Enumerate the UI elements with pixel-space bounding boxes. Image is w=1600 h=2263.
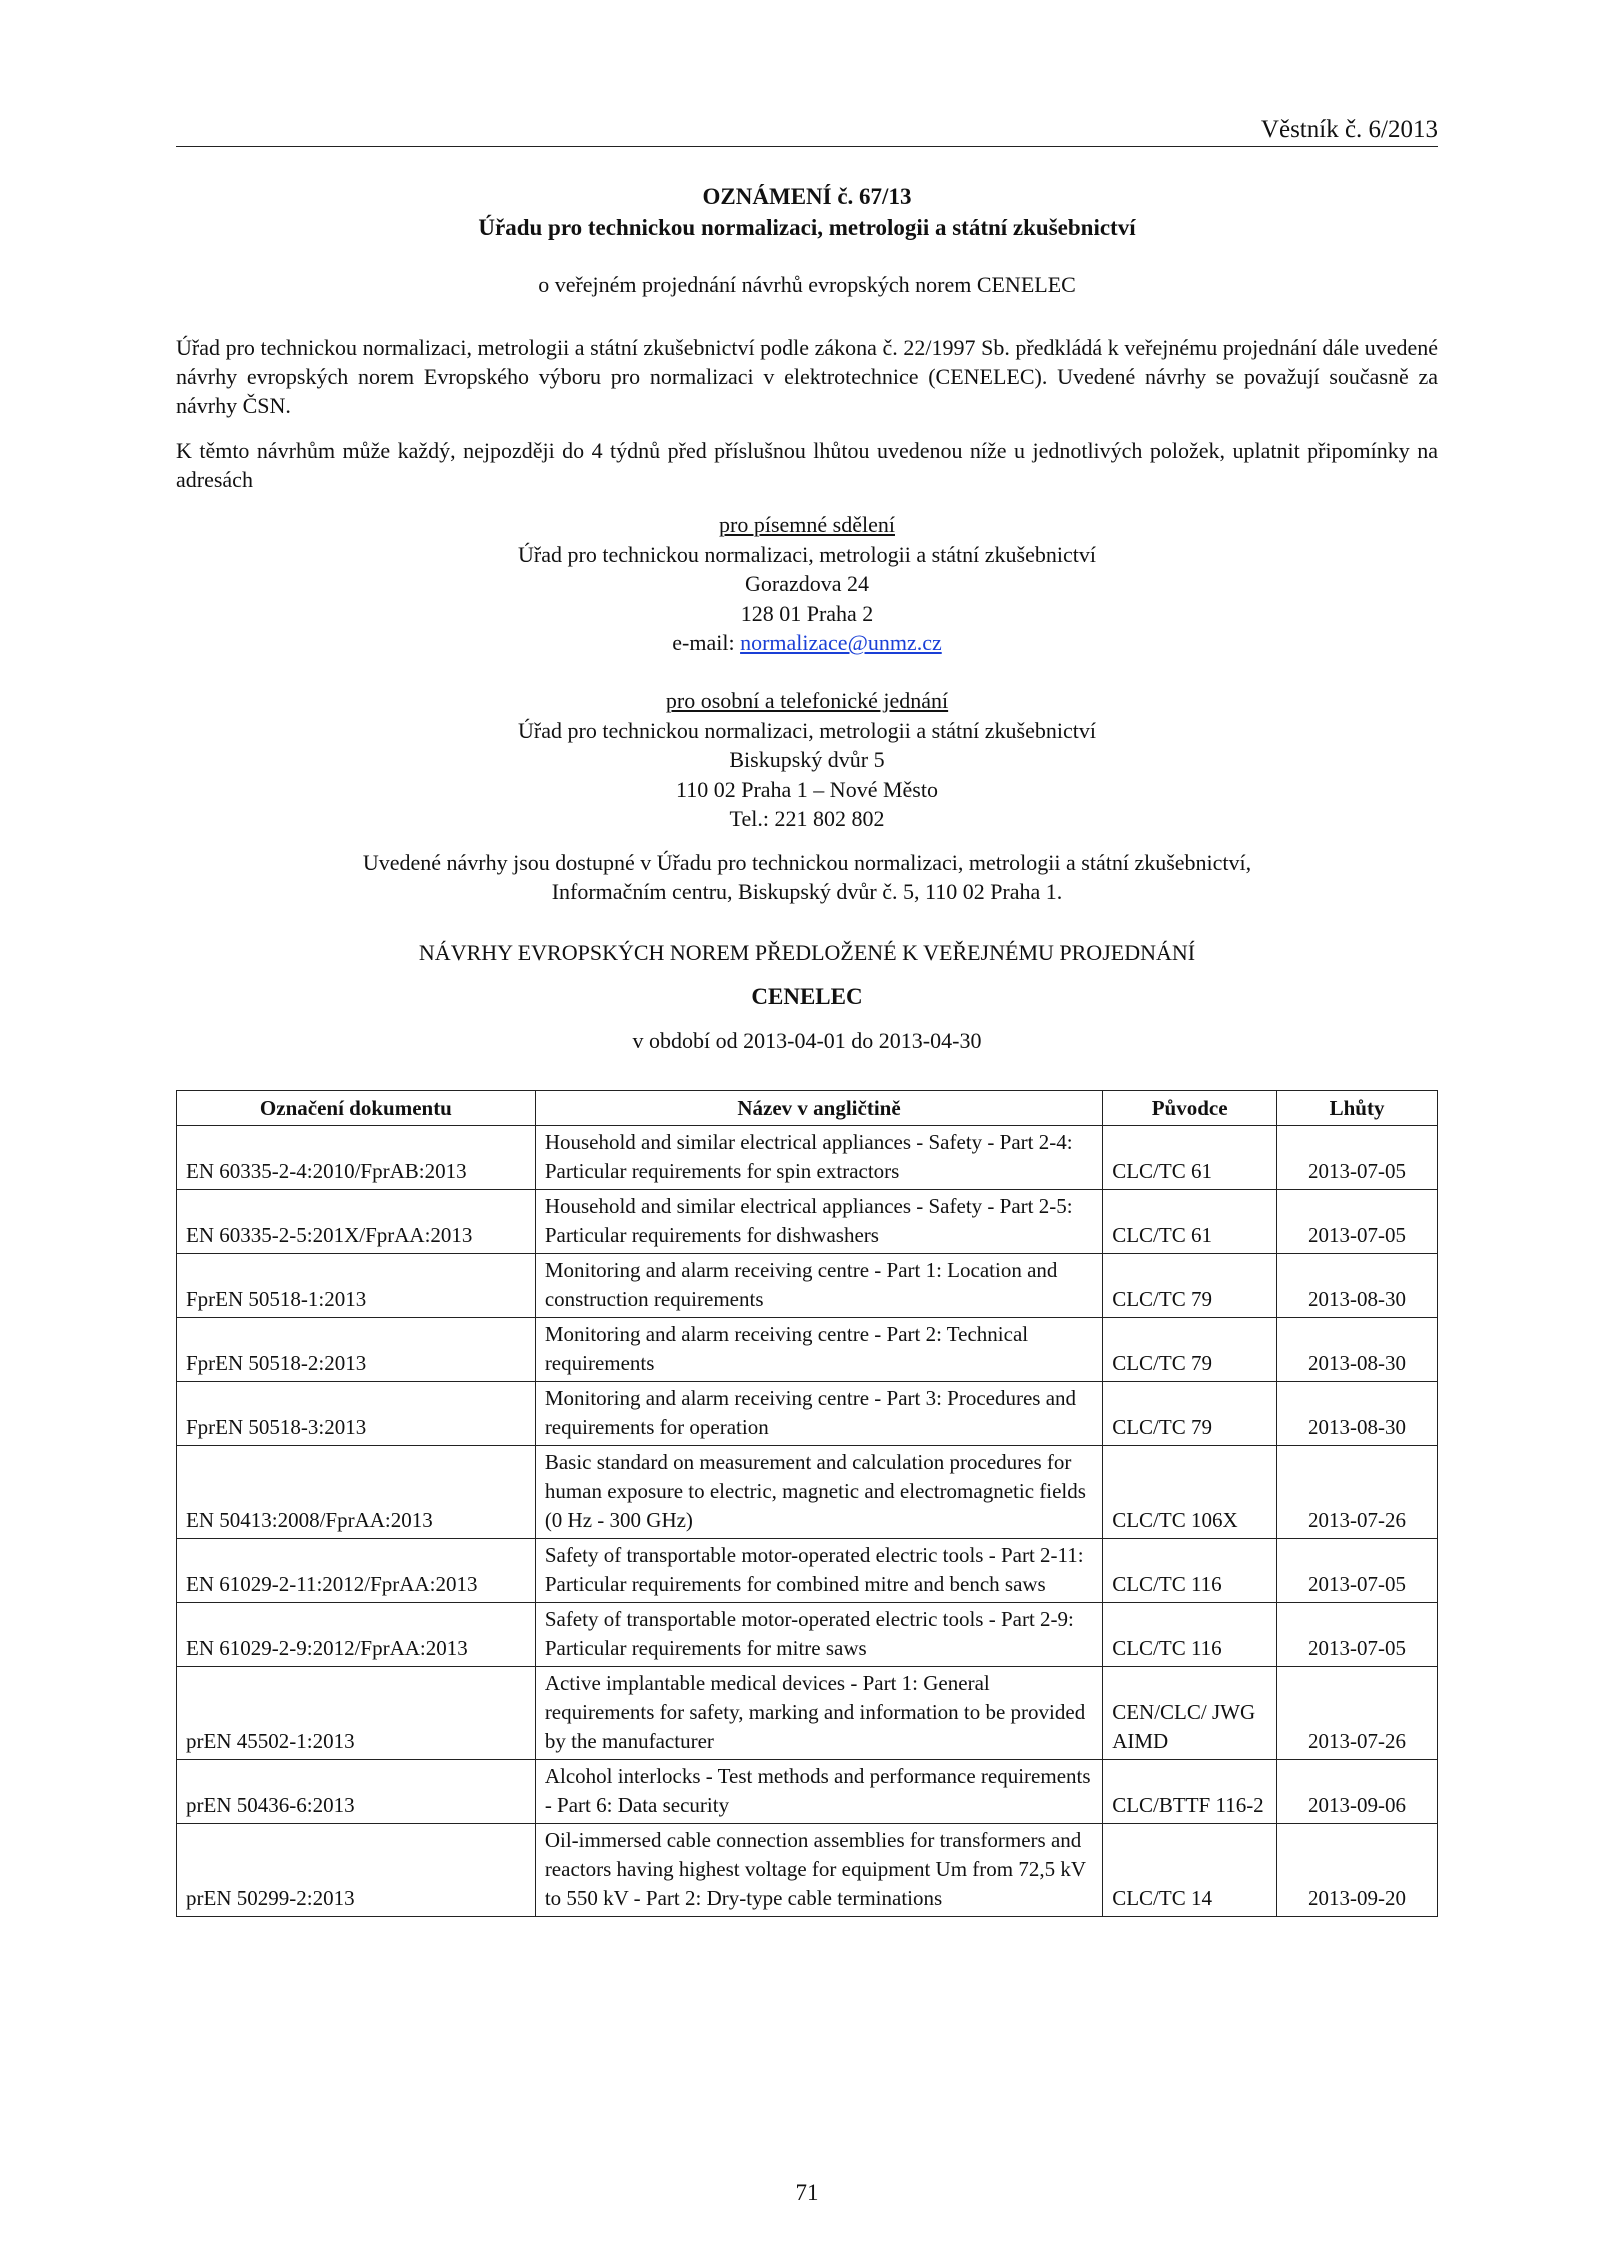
- cell-document: FprEN 50518-1:2013: [177, 1254, 536, 1318]
- cell-document: EN 60335-2-5:201X/FprAA:2013: [177, 1190, 536, 1254]
- availability-line-2: Informačním centru, Biskupský dvůr č. 5, 110 02 Praha 1.: [551, 879, 1063, 904]
- cell-document: EN 61029-2-11:2012/FprAA:2013: [177, 1539, 536, 1603]
- cell-originator: CLC/TC 116: [1103, 1539, 1277, 1603]
- table-row: [177, 1824, 1438, 1917]
- cell-originator: CLC/TC 79: [1103, 1318, 1277, 1382]
- cell-title: Active implantable medical devices - Part 1: General requirements for safety, marking and information to be provided by the manufacturer: [535, 1667, 1102, 1760]
- cell-title: Monitoring and alarm receiving centre - Part 1: Location and construction requirements: [535, 1254, 1102, 1318]
- header-originator: Původce: [1103, 1091, 1277, 1126]
- cell-originator: CLC/TC 106X: [1103, 1446, 1277, 1539]
- cell-document: EN 60335-2-4:2010/FprAB:2013: [177, 1126, 536, 1190]
- cell-originator: CEN/CLC/ JWG AIMD: [1103, 1667, 1277, 1760]
- cell-originator: CLC/TC 116: [1103, 1603, 1277, 1667]
- cell-title: Safety of transportable motor-operated electric tools - Part 2-11: Particular requirements for combined mitre and bench saws: [535, 1539, 1102, 1603]
- email-link[interactable]: normalizace@unmz.cz: [740, 630, 942, 655]
- cell-title: Household and similar electrical appliances - Safety - Part 2-5: Particular requirements for dishwashers: [535, 1190, 1102, 1254]
- notice-subject: o veřejném projednání návrhů evropských norem CENELEC: [538, 272, 1076, 297]
- table-row: [177, 1254, 1438, 1318]
- comments-paragraph: K těmto návrhům může každý, nejpozději do 4 týdnů před příslušnou lhůtou uvedenou níže u jednotlivých položek, uplatnit připomínky na adresách: [176, 438, 1438, 492]
- cell-document: EN 61029-2-9:2012/FprAA:2013: [177, 1603, 536, 1667]
- header-title: Název v angličtině: [535, 1091, 1102, 1126]
- cell-title: Monitoring and alarm receiving centre - Part 2: Technical requirements: [535, 1318, 1102, 1382]
- cell-deadline: 2013-08-30: [1277, 1254, 1438, 1318]
- availability-line-1: Uvedené návrhy jsou dostupné v Úřadu pro technickou normalizaci, metrologii a státní zkušebnictví,: [362, 850, 1252, 875]
- norms-table: [176, 1090, 1438, 1917]
- cell-originator: CLC/TC 79: [1103, 1254, 1277, 1318]
- address-written: [176, 510, 1438, 658]
- section-title: NÁVRHY EVROPSKÝCH NOREM PŘEDLOŽENÉ K VEŘEJNÉMU PROJEDNÁNÍ: [418, 940, 1196, 965]
- cell-document: FprEN 50518-2:2013: [177, 1318, 536, 1382]
- table-row: [177, 1190, 1438, 1254]
- cell-deadline: 2013-07-05: [1277, 1190, 1438, 1254]
- intro-paragraph: Úřad pro technickou normalizaci, metrologii a státní zkušebnictví podle zákona č. 22/1997 Sb. předkládá k veřejnému projednání dále uvedené návrhy evropských norem Evropského výboru pro normalizaci v elektrotechnice (CENELEC). Uvedené návrhy se považují současně za návrhy ČSN.: [176, 335, 1438, 418]
- cell-originator: CLC/TC 14: [1103, 1824, 1277, 1917]
- table-header-row: [177, 1091, 1438, 1126]
- table-row: [177, 1603, 1438, 1667]
- cell-document: prEN 50436-6:2013: [177, 1760, 536, 1824]
- address-written-org: Úřad pro technickou normalizaci, metrologii a státní zkušebnictví: [518, 541, 1096, 567]
- cell-title: Oil-immersed cable connection assemblies for transformers and reactors having highest voltage for equipment Um from 72,5 kV to 550 kV - Part 2: Dry-type cable terminations: [535, 1824, 1102, 1917]
- table-row: [177, 1539, 1438, 1603]
- cell-document: FprEN 50518-3:2013: [177, 1382, 536, 1446]
- table-row: [177, 1318, 1438, 1382]
- cell-document: prEN 45502-1:2013: [177, 1667, 536, 1760]
- address-written-heading: pro písemné sdělení: [719, 512, 895, 537]
- section-org: CENELEC: [751, 984, 863, 1009]
- table-row: [177, 1446, 1438, 1539]
- table-row: [177, 1126, 1438, 1190]
- cell-deadline: 2013-08-30: [1277, 1318, 1438, 1382]
- cell-deadline: 2013-07-05: [1277, 1603, 1438, 1667]
- cell-deadline: 2013-09-06: [1277, 1760, 1438, 1824]
- cell-deadline: 2013-09-20: [1277, 1824, 1438, 1917]
- cell-title: Basic standard on measurement and calculation procedures for human exposure to electric, magnetic and electromagnetic fields (0 Hz - 300 GHz): [535, 1446, 1102, 1539]
- cell-originator: CLC/TC 61: [1103, 1126, 1277, 1190]
- section-period: v období od 2013-04-01 do 2013-04-30: [632, 1028, 982, 1053]
- email-label: e-mail:: [672, 630, 741, 655]
- cell-originator: CLC/TC 61: [1103, 1190, 1277, 1254]
- header-deadline: Lhůty: [1277, 1091, 1438, 1126]
- cell-deadline: 2013-07-05: [1277, 1126, 1438, 1190]
- header-document: Označení dokumentu: [177, 1091, 536, 1126]
- address-written-street: Gorazdova 24: [744, 571, 869, 596]
- cell-deadline: 2013-08-30: [1277, 1382, 1438, 1446]
- address-personal-phone: Tel.: 221 802 802: [729, 806, 885, 831]
- address-personal-street: Biskupský dvůr 5: [729, 747, 885, 772]
- address-personal-heading: pro osobní a telefonické jednání: [665, 688, 949, 713]
- address-personal-org: Úřad pro technickou normalizaci, metrologii a státní zkušebnictví: [518, 717, 1096, 743]
- cell-deadline: 2013-07-26: [1277, 1446, 1438, 1539]
- journal-issue: Věstník č. 6/2013: [1260, 116, 1438, 143]
- notice-title: OZNÁMENÍ č. 67/13: [702, 184, 912, 209]
- address-written-city: 128 01 Praha 2: [740, 600, 874, 626]
- availability-note: [176, 848, 1438, 906]
- cell-deadline: 2013-07-26: [1277, 1667, 1438, 1760]
- table-row: [177, 1382, 1438, 1446]
- cell-title: Safety of transportable motor-operated electric tools - Part 2-9: Particular requirements for mitre saws: [535, 1603, 1102, 1667]
- cell-deadline: 2013-07-05: [1277, 1539, 1438, 1603]
- cell-title: Monitoring and alarm receiving centre - Part 3: Procedures and requirements for operation: [535, 1382, 1102, 1446]
- page-header: [176, 110, 1438, 147]
- address-personal: [176, 686, 1438, 834]
- page-number: 71: [795, 2180, 819, 2205]
- notice-office: Úřadu pro technickou normalizaci, metrologii a státní zkušebnictví: [478, 215, 1136, 240]
- address-written-email-line: [176, 628, 1438, 658]
- cell-title: Household and similar electrical appliances - Safety - Part 2-4: Particular requirements for spin extractors: [535, 1126, 1102, 1190]
- table-row: [177, 1667, 1438, 1760]
- cell-originator: CLC/BTTF 116-2: [1103, 1760, 1277, 1824]
- cell-originator: CLC/TC 79: [1103, 1382, 1277, 1446]
- cell-document: prEN 50299-2:2013: [177, 1824, 536, 1917]
- table-row: [177, 1760, 1438, 1824]
- cell-title: Alcohol interlocks - Test methods and performance requirements - Part 6: Data security: [535, 1760, 1102, 1824]
- address-personal-city: 110 02 Praha 1 – Nové Město: [676, 776, 938, 802]
- cell-document: EN 50413:2008/FprAA:2013: [177, 1446, 536, 1539]
